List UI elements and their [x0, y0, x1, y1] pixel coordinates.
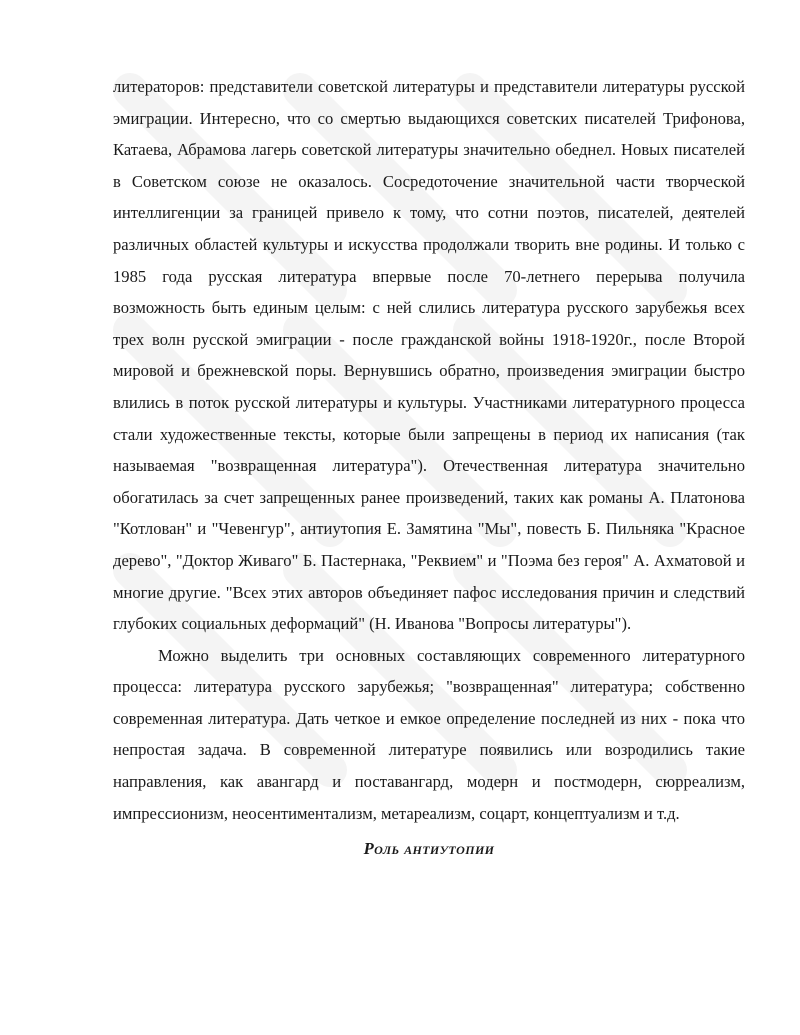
- body-paragraph-2: Можно выделить три основных составляющих современного литературного процесса: литература русского зарубежья; "возвращенная" литература; собственно современная литература. Дать четкое и емкое определение последней из них - пока что непростая задача. В современной литературе появились или возродились такие направления, как авангард и поставангард, модерн и постмодерн, сюрреализм, импрессионизм, неосентиментализм, метареализм, соцарт, концептуализм и т.д.: [113, 645, 745, 823]
- section-heading: Роль антиутопии: [363, 839, 495, 859]
- document-body: [113, 71, 745, 865]
- body-paragraph-1: литераторов: представители советской литературы и представители литературы русской эмиграции. Интересно, что со смертью выдающихся советских писателей Трифонова, Катаева, Абрамова лагерь советской литературы значительно обеднел. Новых писателей в Советском союзе не оказалось. Сосредоточение значительной части творческой интеллигенции за границей привело к тому, что сотни поэтов, писателей, деятелей различных областей культуры и искусства продолжали творить вне родины. И только с 1985 года русская литература впервые после 70-летнего перерыва получила возможность быть единым целым: с ней слились литература русского зарубежья всех трех волн русской эмиграции - после гражданской войны 1918-1920г., после Второй мировой и брежневской поры. Вернувшись обратно, произведения эмиграции быстро влились в поток русской литературы и культуры. Участниками литературного процесса стали художественные тексты, которые были запрещены в период их написания (так называемая "возвращенная литература"). Отечественная литература значительно обогатилась за счет запрещенных ранее произведений, таких как романы А. Платонова "Котлован" и "Чевенгур", антиутопия Е. Замятина "Мы", повесть Б. Пильняка "Красное дерево", "Доктор Живаго" Б. Пастернака, "Реквием" и "Поэма без героя" А. Ахматовой и многие другие. "Всех этих авторов объединяет пафос исследования причин и следствий глубоких социальных деформаций" (Н. Иванова "Вопросы литературы").: [113, 77, 745, 634]
